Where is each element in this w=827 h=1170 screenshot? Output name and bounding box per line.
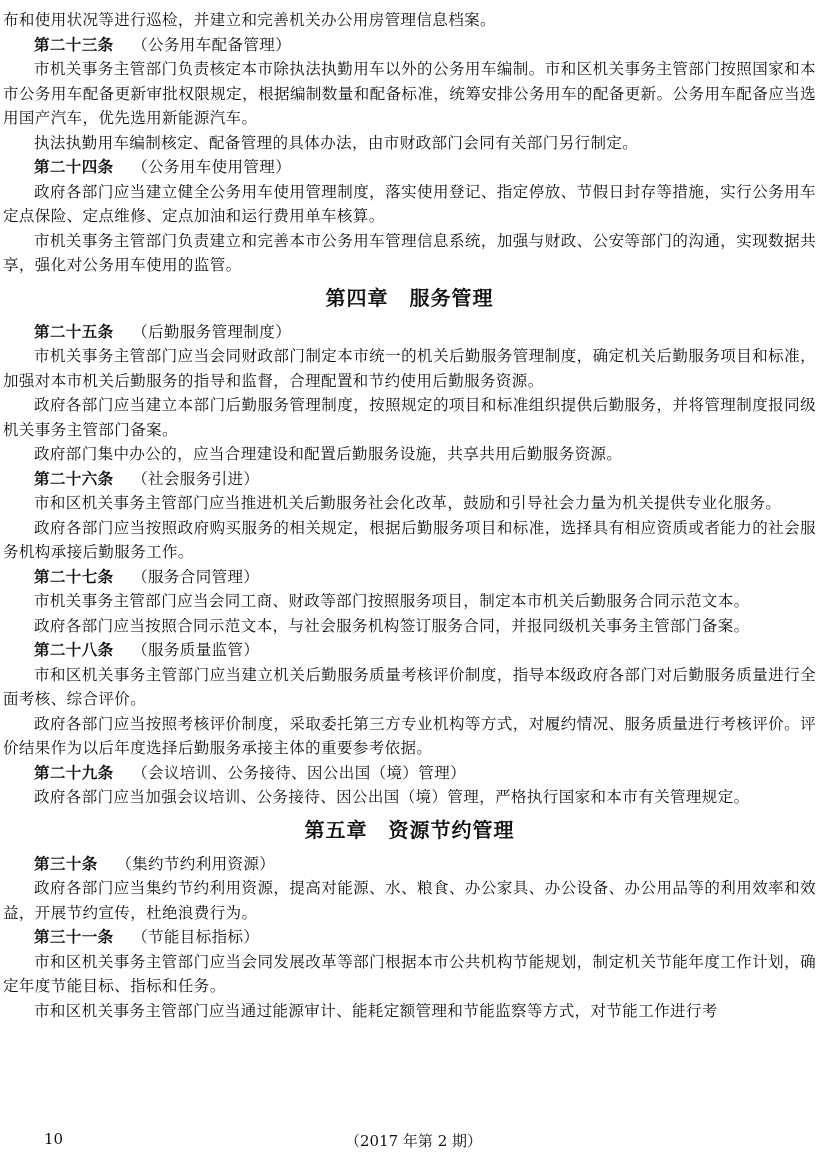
issue-label: （2017 年第 2 期） [344, 1132, 483, 1150]
paragraph: 政府各部门应当建立本部门后勤服务管理制度，按照规定的项目和标准组织提供后勤服务，并将管理制度报同级机关事务主管部门备案。 [3, 396, 816, 439]
article-heading [3, 638, 816, 663]
article-number: 第二十三条 [34, 34, 114, 54]
article-number: 第二十八条 [34, 640, 114, 659]
article-number: 第二十五条 [34, 321, 114, 341]
paragraph: 政府各部门应当加强会议培训、公务接待、因公出国（境）管理，严格执行国家和本市有关管理规定。 [34, 788, 750, 806]
paragraph: 政府各部门应当按照考核评价制度，采取委托第三方专业机构等方式，对履约情况、服务质量进行考核评价。评价结果作为以后年度选择后勤服务承接主体的重要参考依据。 [3, 714, 816, 757]
article-title: （服务合同管理） [132, 567, 260, 586]
article-title: （集约节约利用资源） [116, 854, 276, 873]
article-title: （社会服务引进） [132, 469, 260, 488]
paragraph: 布和使用状况等进行巡检，并建立和完善机关办公用房管理信息档案。 [3, 11, 496, 29]
paragraph: 市机关事务主管部门应当会同财政部门制定本市统一的机关后勤服务管理制度，确定机关后勤服务项目和标准，加强对本市机关后勤服务的指导和监督，合理配置和节约使用后勤服务资源。 [3, 347, 816, 390]
paragraph: 市和区机关事务主管部门应当推进机关后勤服务社会化改革，鼓励和引导社会力量为机关提供专业化服务。 [34, 494, 782, 512]
article-heading [3, 155, 816, 180]
article-number: 第二十四条 [34, 157, 114, 176]
article-number: 第三十一条 [34, 927, 114, 946]
article-number: 第二十七条 [34, 566, 114, 586]
article-heading [3, 33, 816, 58]
paragraph: 政府各部门应当按照合同示范文本，与社会服务机构签订服务合同，并报同级机关事务主管部门备案。 [34, 616, 750, 635]
article-number: 第二十六条 [34, 468, 114, 488]
article-title: （后勤服务管理制度） [132, 322, 292, 341]
chapter-heading: 第四章 服务管理 [325, 285, 494, 310]
paragraph: 市机关事务主管部门应当会同工商、财政等部门按照服务项目，制定本市机关后勤服务合同示范文本。 [34, 592, 750, 610]
article-heading [3, 467, 816, 492]
article-heading [3, 761, 816, 786]
article-title: （节能目标指标） [132, 928, 260, 946]
article-title: （会议培训、公务接待、因公出国（境）管理） [132, 763, 467, 782]
article-title: （公务用车使用管理） [132, 158, 292, 176]
article-heading [3, 852, 816, 877]
document-body [3, 8, 816, 1023]
paragraph: 政府部门集中办公的，应当合理建设和配置后勤服务设施，共享共用后勤服务资源。 [34, 445, 623, 463]
article-title: （服务质量监管） [132, 641, 260, 659]
article-heading [3, 565, 816, 590]
article-number: 第二十九条 [34, 762, 114, 782]
paragraph: 市和区机关事务主管部门应当建立机关后勤服务质量考核评价制度，指导本级政府各部门对后勤服务质量进行全面考核、综合评价。 [3, 665, 816, 708]
paragraph: 执法执勤用车编制核定、配备管理的具体办法，由市财政部门会同有关部门另行制定。 [34, 133, 639, 152]
chapter-heading: 第五章 资源节约管理 [304, 817, 515, 842]
article-title: （公务用车配备管理） [132, 35, 292, 54]
article-heading [3, 925, 816, 950]
paragraph: 市机关事务主管部门负责建立和完善本市公务用车管理信息系统，加强与财政、公安等部门的沟通，实现数据共享，强化对公务用车使用的监管。 [3, 231, 816, 274]
article-number: 第三十条 [34, 853, 98, 873]
paragraph: 市和区机关事务主管部门应当会同发展改革等部门根据本市公共机构节能规划，制定机关节能年度工作计划，确定年度节能目标、指标和任务。 [3, 952, 816, 995]
paragraph: 政府各部门应当建立健全公务用车使用管理制度，落实使用登记、指定停放、节假日封存等措施，实行公务用车定点保险、定点维修、定点加油和运行费用单车核算。 [3, 182, 816, 225]
page-number: 10 [44, 1130, 64, 1148]
article-heading [3, 320, 816, 345]
paragraph: 政府各部门应当按照政府购买服务的相关规定，根据后勤服务项目和标准，选择具有相应资质或者能力的社会服务机构承接后勤服务工作。 [3, 518, 816, 561]
paragraph: 市和区机关事务主管部门应当通过能源审计、能耗定额管理和节能监察等方式，对节能工作进行考 [34, 1001, 718, 1020]
paragraph: 政府各部门应当集约节约利用资源，提高对能源、水、粮食、办公家具、办公设备、办公用品等的利用效率和效益，开展节约宣传，杜绝浪费行为。 [3, 879, 816, 922]
paragraph: 市机关事务主管部门负责核定本市除执法执勤用车以外的公务用车编制。市和区机关事务主管部门按照国家和本市公务用车配备更新审批权限规定，根据编制数量和配备标准，统筹安排公务用车的配备更新。公务用车配备应当选用国产汽车，优先选用新能源汽车。 [3, 60, 816, 127]
